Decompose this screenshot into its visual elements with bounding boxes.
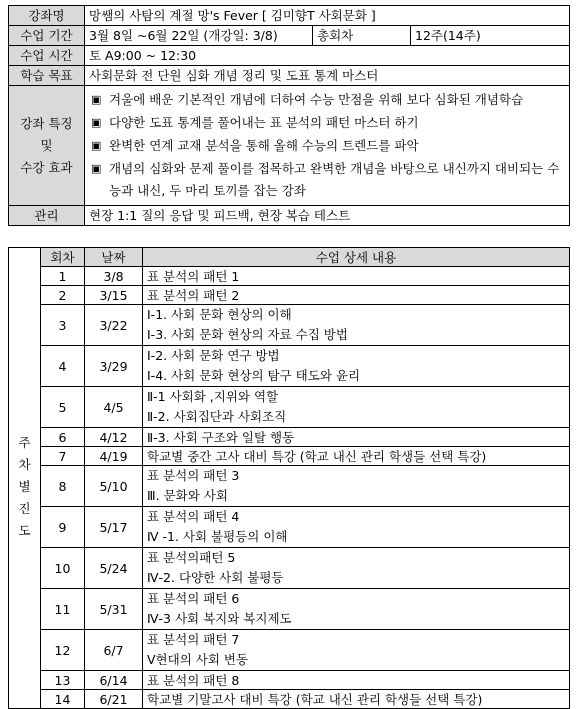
session-detail-line: Ⅲ. 문화와 사회 (147, 488, 228, 503)
course-info-table (8, 5, 570, 226)
session-detail-line: 표 분석의 패턴 8 (147, 672, 240, 688)
session-detail-line: Ⅱ-2. 사회집단과 사회조직 (147, 409, 287, 424)
total-sessions-value: 12주(14주) (411, 26, 570, 46)
learning-goal-label: 학습 목표 (9, 66, 85, 86)
session-date: 5/24 (85, 548, 143, 589)
weekly-progress-label (9, 267, 41, 709)
schedule-row (9, 387, 570, 428)
square-bullet-icon: ▣ (91, 139, 102, 152)
feature-item (91, 89, 563, 111)
session-date: 3/15 (85, 286, 143, 305)
feature-item (91, 135, 563, 157)
session-detail-line: 표 분석의 패턴 3 (147, 468, 240, 483)
session-detail-line: Ⅰ-4. 사회 문화 현상의 탐구 태도와 윤리 (147, 368, 361, 383)
session-number: 13 (41, 671, 85, 690)
session-details (143, 507, 570, 548)
session-detail-line: 학교별 중간 고사 대비 특강 (학교 내신 관리 학생들 선택 특강) (147, 448, 487, 464)
period-value: 3월 8일 ~6월 22일 (개강일: 3/8) (85, 26, 313, 46)
schedule-row (9, 267, 570, 286)
features-label (9, 86, 85, 206)
session-details (143, 346, 570, 387)
session-details (143, 305, 570, 346)
schedule-row (9, 466, 570, 507)
session-details (143, 466, 570, 507)
session-date: 5/31 (85, 589, 143, 630)
session-number: 10 (41, 548, 85, 589)
session-details (143, 447, 570, 466)
session-date: 3/22 (85, 305, 143, 346)
session-number: 6 (41, 428, 85, 447)
session-detail-line: Ⅳ-3 사회 복지와 복지제도 (147, 611, 292, 626)
management-value: 현장 1:1 질의 응답 및 피드백, 현장 복습 테스트 (85, 206, 570, 226)
session-details (143, 671, 570, 690)
session-date: 4/19 (85, 447, 143, 466)
session-detail-line: 표 분석의패턴 5 (147, 550, 236, 565)
weekly-progress-char: 진 (18, 501, 31, 517)
session-number: 11 (41, 589, 85, 630)
weekly-progress-char: 도 (18, 523, 31, 539)
features-label-line: 및 (40, 137, 53, 153)
course-name-label: 강좌명 (9, 6, 85, 26)
session-detail-line: 표 분석의 패턴 6 (147, 591, 240, 606)
schedule-row (9, 447, 570, 466)
session-details (143, 286, 570, 305)
session-date: 6/21 (85, 690, 143, 709)
schedule-row (9, 286, 570, 305)
square-bullet-icon: ▣ (91, 162, 102, 175)
session-details (143, 630, 570, 671)
schedule-table (8, 247, 570, 709)
session-detail-line: 표 분석의 패턴 4 (147, 509, 240, 524)
period-label: 수업 기간 (9, 26, 85, 46)
session-detail-line: 표 분석의 패턴 7 (147, 632, 240, 647)
course-name-value: 망쌤의 사탐의 계절 망's Fever [ 김미향T 사회문화 ] (85, 6, 570, 26)
session-detail-line: 표 분석의 패턴 1 (147, 268, 240, 284)
session-date: 3/29 (85, 346, 143, 387)
session-number: 2 (41, 286, 85, 305)
session-number: 12 (41, 630, 85, 671)
weekly-progress-char: 차 (18, 457, 31, 473)
features-list (85, 86, 570, 206)
feature-item (91, 112, 563, 134)
square-bullet-icon: ▣ (91, 93, 102, 106)
session-date: 6/14 (85, 671, 143, 690)
class-time-label: 수업 시간 (9, 46, 85, 66)
session-detail-line: 표 분석의 패턴 2 (147, 287, 240, 303)
feature-text: 개념의 심화와 문제 풀이를 접목하고 완벽한 개념을 바탕으로 내신까지 대비되는 수능과 내신, 두 마리 토끼를 잡는 강좌 (109, 161, 560, 198)
session-date: 6/7 (85, 630, 143, 671)
feature-text: 겨울에 배운 기본적인 개념에 더하여 수능 만점을 위해 보다 심화된 개념학습 (109, 92, 524, 107)
learning-goal-value: 사회문화 전 단원 심화 개념 정리 및 도표 통계 마스터 (85, 66, 570, 86)
session-detail-line: Ⅰ-1. 사회 문화 현상의 이해 (147, 307, 292, 322)
session-detail-line: Ⅰ-2. 사회 문화 연구 방법 (147, 348, 280, 363)
session-date: 5/17 (85, 507, 143, 548)
schedule-row (9, 690, 570, 709)
session-detail-line: Ⅰ-3. 사회 문화 현상의 자료 수집 방법 (147, 327, 348, 342)
schedule-row (9, 428, 570, 447)
session-date: 5/10 (85, 466, 143, 507)
session-detail-line: 학교별 기말고사 대비 특강 (학교 내신 관리 학생들 선택 특강) (147, 691, 483, 707)
schedule-row (9, 589, 570, 630)
weekly-progress-char: 별 (18, 479, 31, 495)
session-details (143, 387, 570, 428)
session-number: 5 (41, 387, 85, 428)
schedule-row (9, 548, 570, 589)
header-date: 날짜 (85, 248, 143, 267)
session-number: 1 (41, 267, 85, 286)
session-date: 4/12 (85, 428, 143, 447)
session-number: 3 (41, 305, 85, 346)
features-label-line: 강좌 특징 (20, 115, 73, 131)
session-details (143, 548, 570, 589)
session-date: 4/5 (85, 387, 143, 428)
total-sessions-label: 총회차 (313, 26, 411, 46)
session-details (143, 428, 570, 447)
header-details: 수업 상세 내용 (143, 248, 570, 267)
session-number: 9 (41, 507, 85, 548)
session-number: 7 (41, 447, 85, 466)
session-detail-line: Ⅴ현대의 사회 변동 (147, 652, 249, 667)
session-detail-line: Ⅳ-2. 다양한 사회 불평등 (147, 570, 284, 585)
schedule-row (9, 305, 570, 346)
session-detail-line: Ⅱ-3. 사회 구조와 일탈 행동 (147, 429, 295, 445)
session-details (143, 267, 570, 286)
header-session: 회차 (41, 248, 85, 267)
feature-item (91, 158, 563, 202)
schedule-row (9, 671, 570, 690)
session-number: 4 (41, 346, 85, 387)
session-detail-line: Ⅳ -1. 사회 불평등의 이해 (147, 529, 288, 544)
session-details (143, 589, 570, 630)
weekly-progress-char: 주 (18, 435, 31, 451)
features-label-line: 수강 효과 (20, 159, 73, 175)
session-date: 3/8 (85, 267, 143, 286)
session-details (143, 690, 570, 709)
schedule-row (9, 346, 570, 387)
schedule-row (9, 507, 570, 548)
session-number: 8 (41, 466, 85, 507)
square-bullet-icon: ▣ (91, 116, 102, 129)
management-label: 관리 (9, 206, 85, 226)
schedule-row (9, 630, 570, 671)
session-detail-line: Ⅱ-1 사회화 ,지위와 역할 (147, 389, 279, 404)
schedule-corner (9, 248, 41, 267)
class-time-value: 토 A9:00 ~ 12:30 (85, 46, 570, 66)
session-number: 14 (41, 690, 85, 709)
feature-text: 다양한 도표 통계를 풀어내는 표 분석의 패턴 마스터 하기 (109, 115, 419, 130)
feature-text: 완벽한 연계 교재 분석을 통해 올해 수능의 트렌드를 파악 (109, 138, 419, 153)
